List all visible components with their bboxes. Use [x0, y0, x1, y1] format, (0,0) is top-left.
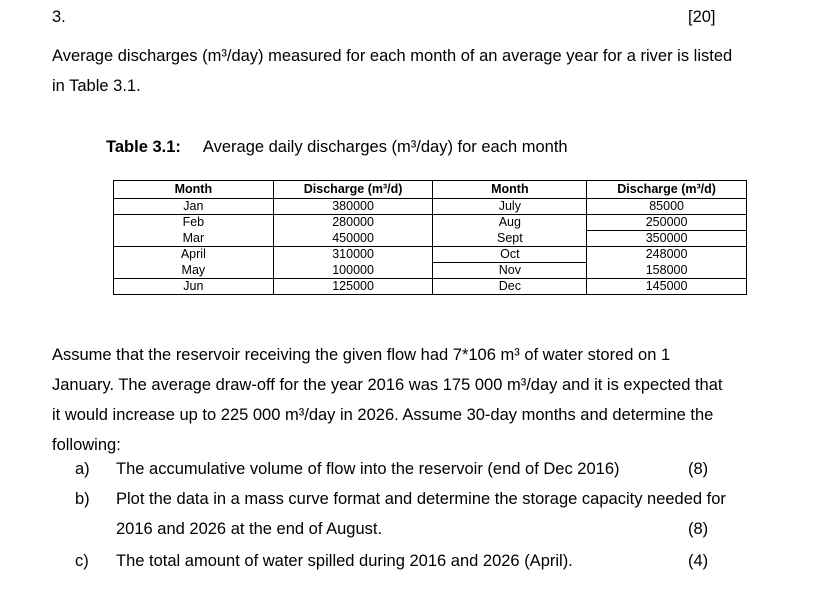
table-cell: 280000: [273, 215, 433, 231]
table-row: [114, 279, 747, 295]
table-caption-label: Table 3.1:: [106, 138, 181, 156]
table-row: [114, 247, 747, 263]
body-line-2: January. The average draw-off for the year 2016 was 175 000 m³/day and it is expected that: [52, 376, 723, 394]
table-caption-text: Average daily discharges (m³/day) for each month: [202, 138, 568, 156]
body-line-4: following:: [52, 436, 121, 454]
table-cell: 248000: [587, 247, 747, 263]
item-b-text-2: 2016 and 2026 at the end of August.: [116, 520, 383, 538]
intro-line-1: Average discharges (m³/day) measured for each month of an average year for a river is listed: [52, 47, 733, 65]
table-cell: 125000: [273, 279, 433, 295]
table-cell: 350000: [587, 231, 747, 247]
table-row: [114, 263, 747, 279]
total-marks: [20]: [688, 8, 716, 26]
item-c-letter: c): [75, 552, 89, 570]
header-discharge-1: Discharge (m³/d): [273, 181, 433, 199]
item-c-text: The total amount of water spilled during 2016 and 2026 (April).: [116, 552, 573, 570]
table-caption: [106, 138, 568, 157]
table-cell: Sept: [433, 231, 587, 247]
item-b-letter: b): [75, 490, 90, 508]
table-cell: Aug: [433, 215, 587, 231]
item-c-marks: (4): [688, 552, 709, 570]
intro-line-2: in Table 3.1.: [52, 77, 141, 95]
header-month-2: Month: [433, 181, 587, 199]
table-cell: Mar: [114, 231, 274, 247]
table-cell: 158000: [587, 263, 747, 279]
item-b-text-1: Plot the data in a mass curve format and determine the storage capacity needed for: [116, 490, 726, 508]
table-row: [114, 231, 747, 247]
table-cell: Nov: [433, 263, 587, 279]
table-cell: 145000: [587, 279, 747, 295]
table-cell: Dec: [433, 279, 587, 295]
header-discharge-2: Discharge (m³/d): [587, 181, 747, 199]
item-a-letter: a): [75, 460, 90, 478]
table-cell: 85000: [587, 199, 747, 215]
table-header-row: [114, 181, 747, 199]
table-cell: Jun: [114, 279, 274, 295]
table-cell: 250000: [587, 215, 747, 231]
body-line-3: it would increase up to 225 000 m³/day in 2026. Assume 30-day months and determine the: [52, 406, 714, 424]
table-cell: July: [433, 199, 587, 215]
table-cell: 310000: [273, 247, 433, 263]
table-row: [114, 199, 747, 215]
discharge-table: [113, 180, 747, 295]
table-cell: April: [114, 247, 274, 263]
table-cell: 450000: [273, 231, 433, 247]
table-cell: Jan: [114, 199, 274, 215]
body-line-1: Assume that the reservoir receiving the given flow had 7*106 m³ of water stored on 1: [52, 346, 671, 364]
table-row: [114, 215, 747, 231]
table-cell: 380000: [273, 199, 433, 215]
question-number: 3.: [52, 8, 66, 26]
header-month-1: Month: [114, 181, 274, 199]
table-cell: 100000: [273, 263, 433, 279]
table-cell: Feb: [114, 215, 274, 231]
item-a-text: The accumulative volume of flow into the reservoir (end of Dec 2016): [116, 460, 620, 478]
item-a-marks: (8): [688, 460, 709, 478]
table-cell: Oct: [433, 247, 587, 263]
table-cell: May: [114, 263, 274, 279]
item-b-marks: (8): [688, 520, 709, 538]
